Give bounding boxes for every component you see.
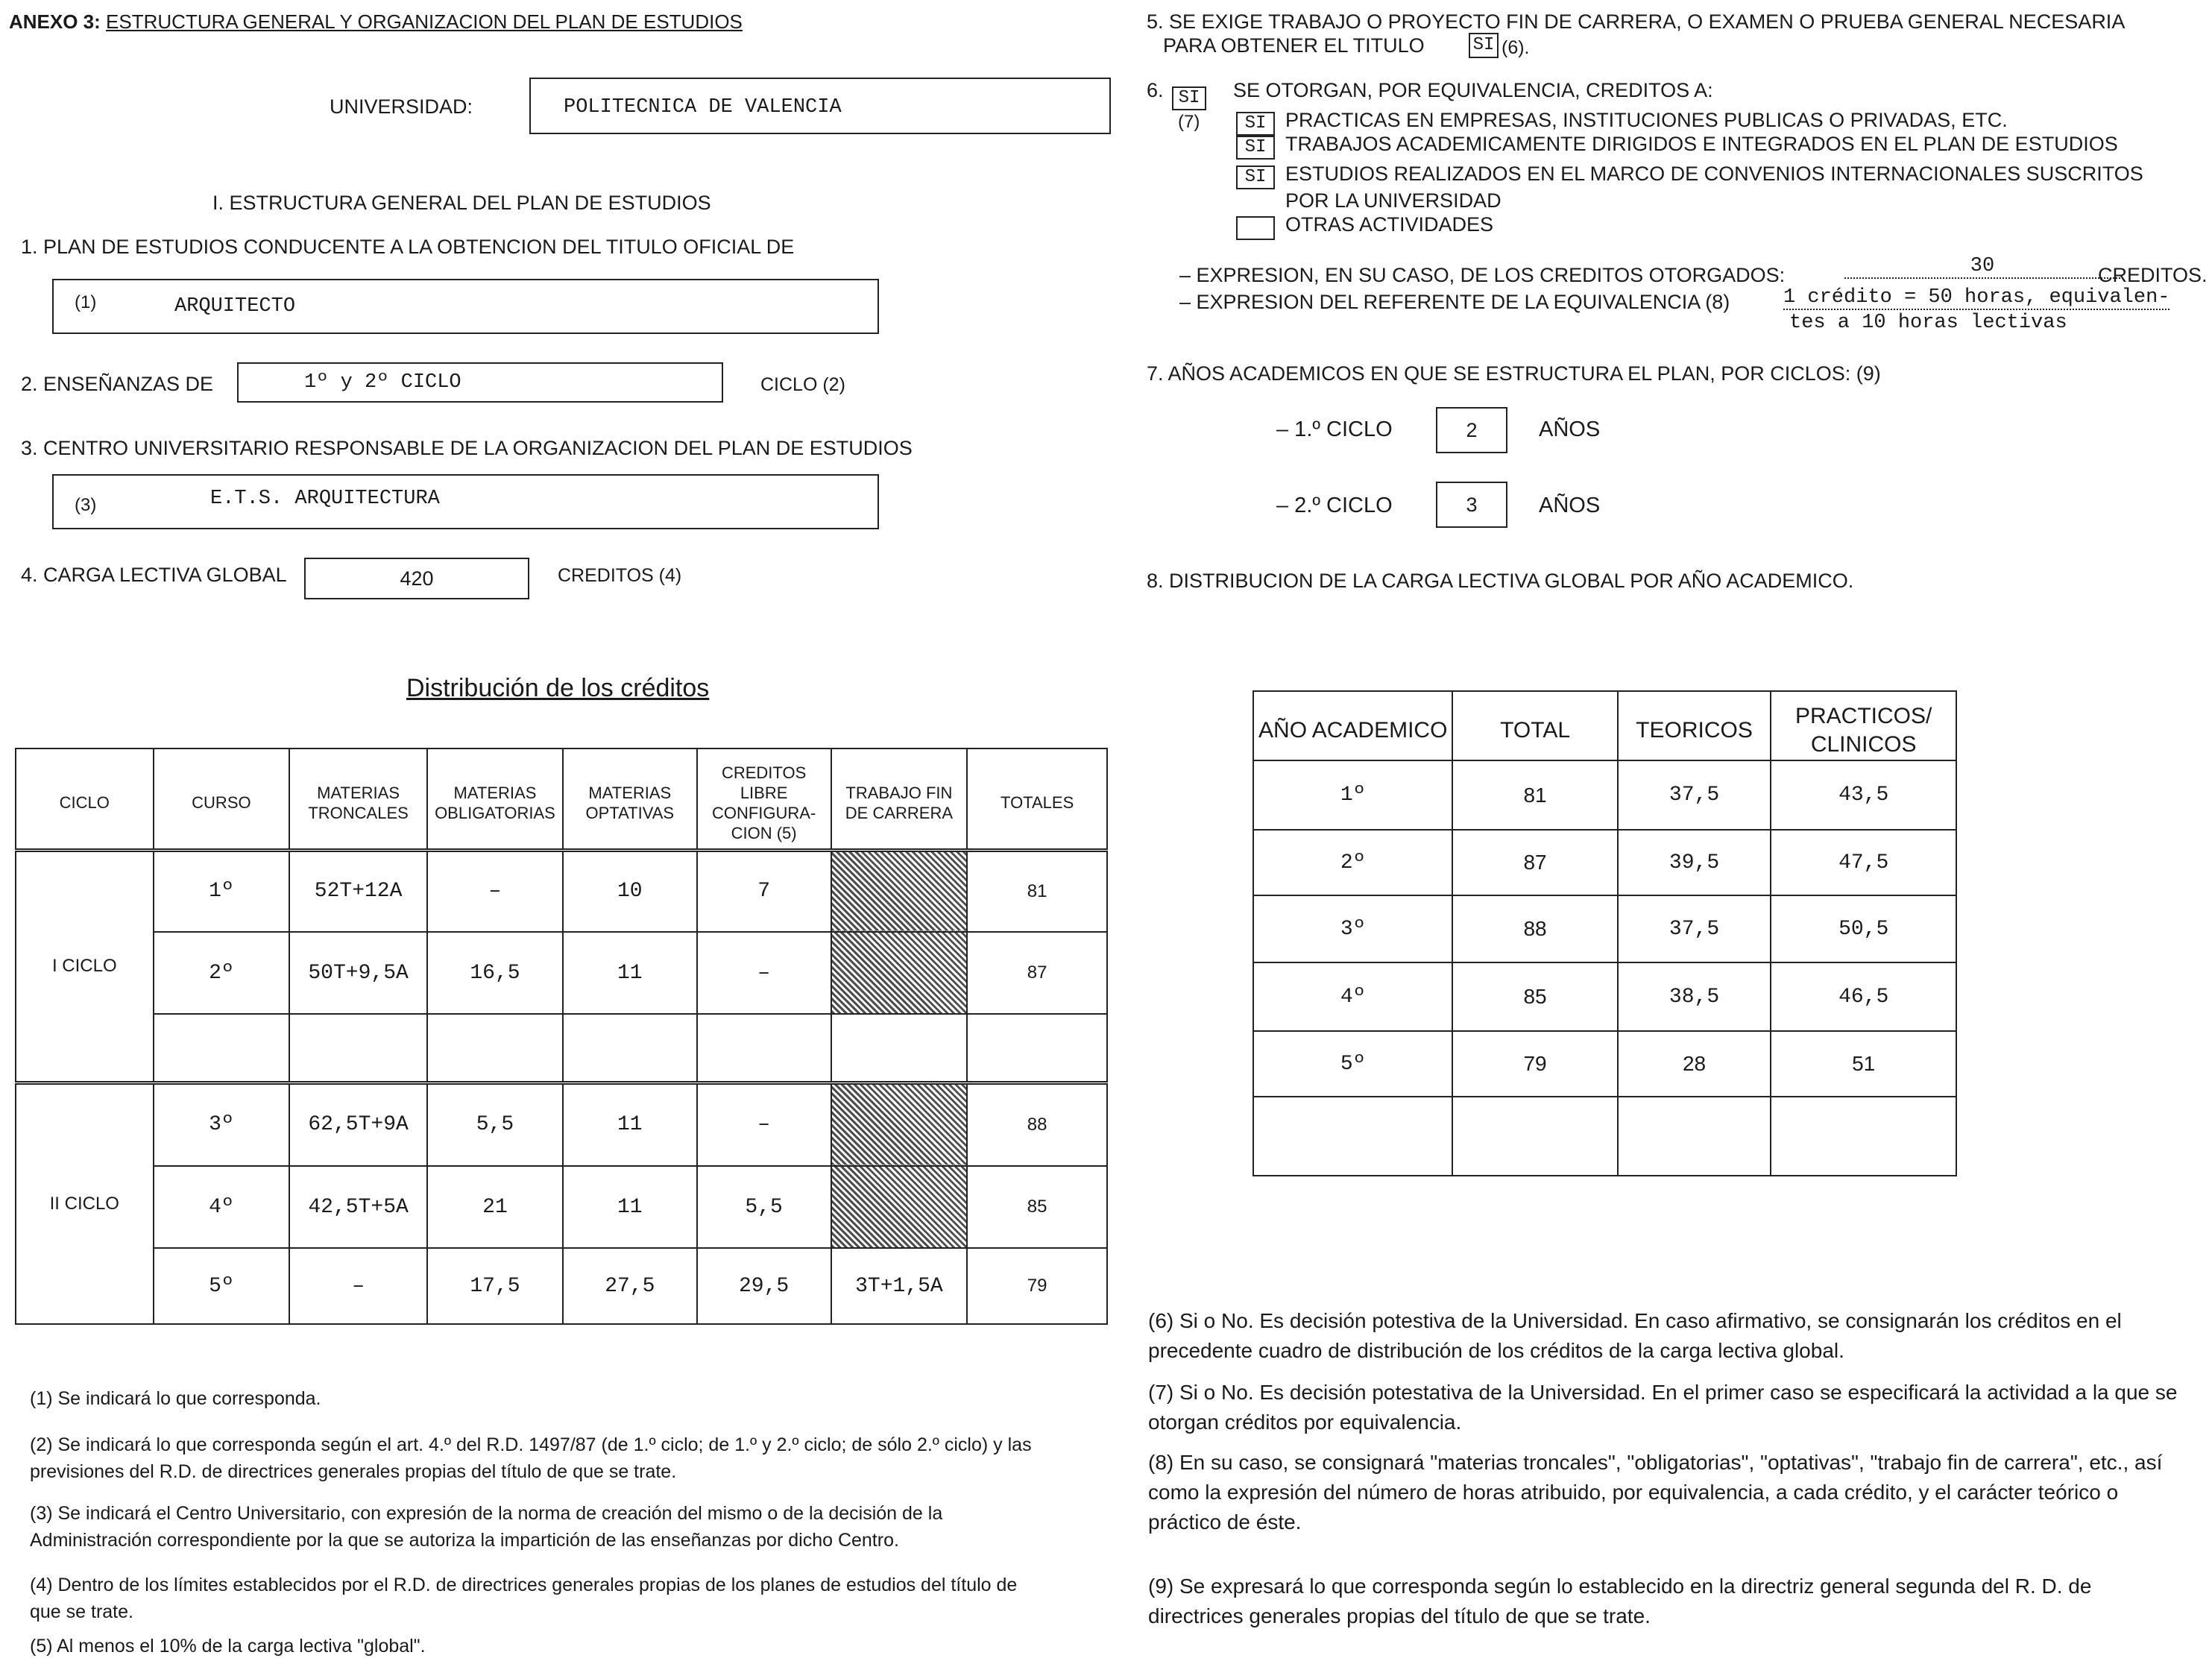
option2-box: SI (1236, 136, 1275, 160)
cell-teoricos: 37,5 (1618, 760, 1771, 830)
cell-obligatorias: 21 (427, 1166, 563, 1248)
table-row (16, 850, 1107, 932)
item3-ref: (3) (75, 495, 97, 515)
item1-label: 1. PLAN DE ESTUDIOS CONDUCENTE A LA OBTENCION DEL TITULO OFICIAL DE (21, 236, 795, 258)
expr1-suffix: CREDITOS. (2098, 264, 2208, 286)
distribution-title: Distribución de los créditos (406, 674, 710, 702)
item3-value: E.T.S. ARQUITECTURA (210, 488, 440, 510)
item6-box: SI (1172, 86, 1206, 110)
item5-line1: 5. SE EXIGE TRABAJO O PROYECTO FIN DE CARRERA, O EXAMEN O PRUEBA GENERAL NECESARIA (1147, 10, 2126, 33)
cell-troncales: 62,5T+9A (289, 1082, 427, 1166)
expr2-value: 1 crédito = 50 horas, equivalen- (1783, 286, 2170, 309)
cell-total: 87 (1452, 830, 1617, 895)
right-note: (8) En su caso, se consignará "materias troncales", "obligatorias", "optativas", "trabajo fin de carrera", etc., así como la expresión del número de horas atribuido, por equivalencia, a cada crédito, y el carácter teórico o práctico de éste. (1148, 1451, 2163, 1534)
cell-troncales: 52T+12A (289, 850, 427, 932)
item6-num: 6. (1147, 79, 1164, 101)
cell-total: 81 (1452, 760, 1617, 830)
table-row (16, 1166, 1107, 1248)
ciclo-label: I CICLO (16, 850, 154, 1082)
annual-load-table (1252, 690, 1957, 1176)
cell-optativas: 11 (563, 932, 697, 1014)
left-note: (1) Se indicará lo que corresponda. (30, 1388, 321, 1409)
section-title: I. ESTRUCTURA GENERAL DEL PLAN DE ESTUDIOS (212, 192, 711, 214)
table-row (16, 1248, 1107, 1324)
cell-trabajo-shaded (831, 1166, 968, 1248)
cell-obligatorias: 17,5 (427, 1248, 563, 1324)
cell-trabajo-shaded (831, 932, 968, 1014)
item7-label: 7. AÑOS ACADEMICOS EN QUE SE ESTRUCTURA EL PLAN, POR CICLOS: (9) (1147, 362, 1881, 385)
cell-teoricos: 28 (1618, 1031, 1771, 1097)
cell-curso: 5º (154, 1248, 290, 1324)
option1-box: SI (1236, 112, 1275, 136)
ciclo1-label: – 1.º CICLO (1276, 417, 1393, 441)
table-row (1253, 962, 1956, 1031)
cell-obligatorias: 16,5 (427, 932, 563, 1014)
table-row-empty (16, 1014, 1107, 1082)
cell-trabajo-shaded (831, 1082, 968, 1166)
header-total: TOTAL (1452, 691, 1617, 760)
item3-label: 3. CENTRO UNIVERSITARIO RESPONSABLE DE LA ORGANIZACION DEL PLAN DE ESTUDIOS (21, 437, 913, 459)
header-teoricos: TEORICOS (1618, 691, 1771, 760)
university-label: UNIVERSIDAD: (330, 95, 473, 118)
cell-practicos: 51 (1771, 1031, 1956, 1097)
left-note: (3) Se indicará el Centro Universitario, con expresión de la norma de creación del mismo o de la decisión de la Administración correspondiente por la que se autoriza la impartición de las enseñanzas por dicho Centro. (30, 1503, 943, 1551)
header-ano: AÑO ACADEMICO (1253, 691, 1452, 760)
table-row (1253, 830, 1956, 895)
option4-label: OTRAS ACTIVIDADES (1285, 213, 1494, 236)
item5-ref: (6). (1502, 37, 1530, 58)
header-practicos: PRACTICOS/ CLINICOS (1771, 691, 1956, 760)
option3-box: SI (1236, 166, 1275, 189)
cell-ano: 1º (1253, 760, 1452, 830)
cell-practicos: 43,5 (1771, 760, 1956, 830)
table-row (16, 932, 1107, 1014)
cell-practicos: 47,5 (1771, 830, 1956, 895)
left-note: (2) Se indicará lo que corresponda según el art. 4.º del R.D. 1497/87 (de 1.º ciclo; de 1.º y 2.º ciclo; de sólo 2.º ciclo) y las previsiones del R.D. de directrices generales propias del título de que se trate. (30, 1434, 1032, 1482)
cell-curso: 4º (154, 1166, 290, 1248)
left-note: (5) Al menos el 10% de la carga lectiva "global". (30, 1636, 426, 1657)
header-optativas: MATERIAS OPTATIVAS (563, 749, 697, 850)
item4-field: 420 (304, 558, 529, 599)
cell-troncales: – (289, 1248, 427, 1324)
cell-optativas: 11 (563, 1166, 697, 1248)
left-note: (4) Dentro de los límites establecidos por el R.D. de directrices generales propias de los planes de estudios del título de que se trate. (30, 1575, 1018, 1622)
expr2-value-line2: tes a 10 horas lectivas (1789, 312, 2067, 334)
cell-practicos: 50,5 (1771, 895, 1956, 962)
university-field: POLITECNICA DE VALENCIA (529, 78, 1111, 134)
cell-curso: 3º (154, 1082, 290, 1166)
item2-suffix: CICLO (2) (760, 374, 845, 395)
header-totales: TOTALES (967, 749, 1107, 850)
ciclo2-unit: AÑOS (1539, 494, 1601, 517)
expr2-label: – EXPRESION DEL REFERENTE DE LA EQUIVALENCIA (8) (1179, 291, 1730, 313)
cell-libre: 29,5 (697, 1248, 831, 1324)
cell-totales: 88 (967, 1082, 1107, 1166)
table-row (1253, 1031, 1956, 1097)
item6-ref: (7) (1178, 112, 1200, 132)
expr1-label: – EXPRESION, EN SU CASO, DE LOS CREDITOS OTORGADOS: (1179, 264, 1786, 286)
option4-box (1236, 216, 1275, 240)
item5-box: SI (1469, 33, 1499, 58)
cell-total: 85 (1452, 962, 1617, 1031)
item4-suffix: CREDITOS (4) (558, 565, 682, 586)
cell-optativas: 27,5 (563, 1248, 697, 1324)
cell-libre: – (697, 932, 831, 1014)
cell-practicos: 46,5 (1771, 962, 1956, 1031)
cell-libre: 7 (697, 850, 831, 932)
table-row (16, 1082, 1107, 1166)
ciclo-label: II CICLO (16, 1082, 154, 1324)
cell-troncales: 50T+9,5A (289, 932, 427, 1014)
cell-optativas: 11 (563, 1082, 697, 1166)
cell-libre: 5,5 (697, 1166, 831, 1248)
item1-value: ARQUITECTO (174, 295, 296, 318)
cell-curso: 1º (154, 850, 290, 932)
cell-teoricos: 37,5 (1618, 895, 1771, 962)
cell-optativas: 10 (563, 850, 697, 932)
option3-label-line2: POR LA UNIVERSIDAD (1285, 189, 1502, 212)
header-trabajo: TRABAJO FIN DE CARRERA (831, 749, 968, 850)
table-row (1253, 760, 1956, 830)
item8-label: 8. DISTRIBUCION DE LA CARGA LECTIVA GLOBAL POR AÑO ACADEMICO. (1147, 570, 1854, 592)
cell-obligatorias: – (427, 850, 563, 932)
item1-field (52, 279, 879, 334)
ciclo1-years: 2 (1436, 407, 1507, 453)
item4-label: 4. CARGA LECTIVA GLOBAL (21, 564, 287, 586)
cell-obligatorias: 5,5 (427, 1082, 563, 1166)
item1-ref: (1) (75, 292, 97, 312)
header-curso: CURSO (154, 749, 290, 850)
right-note: (6) Si o No. Es decisión potestiva de la Universidad. En caso afirmativo, se consignarán los créditos en el precedente cuadro de distribución de los créditos de la carga lectiva global. (1148, 1309, 2122, 1362)
item5-line2: PARA OBTENER EL TITULO (1163, 34, 1425, 57)
cell-ano: 5º (1253, 1031, 1452, 1097)
cell-curso: 2º (154, 932, 290, 1014)
cell-teoricos: 39,5 (1618, 830, 1771, 895)
cell-libre: – (697, 1082, 831, 1166)
item6-label: SE OTORGAN, POR EQUIVALENCIA, CREDITOS A: (1233, 79, 1713, 101)
table-row (1253, 895, 1956, 962)
cell-trabajo: 3T+1,5A (831, 1248, 968, 1324)
item3-field (52, 474, 879, 529)
option1-label: PRACTICAS EN EMPRESAS, INSTITUCIONES PUBLICAS O PRIVADAS, ETC. (1285, 109, 2008, 131)
cell-ano: 2º (1253, 830, 1452, 895)
option2-label: TRABAJOS ACADEMICAMENTE DIRIGIDOS E INTEGRADOS EN EL PLAN DE ESTUDIOS (1285, 133, 2118, 155)
expr1-value: 30 (1844, 255, 2120, 279)
ciclo2-years: 3 (1436, 482, 1507, 528)
right-note: (7) Si o No. Es decisión potestativa de la Universidad. En el primer caso se especificará la actividad a la que se otorgan créditos por equivalencia. (1148, 1381, 2178, 1434)
cell-ano: 4º (1253, 962, 1452, 1031)
cell-totales: 85 (967, 1166, 1107, 1248)
annex-heading: ANEXO 3: ESTRUCTURA GENERAL Y ORGANIZACION DEL PLAN DE ESTUDIOS (9, 10, 743, 33)
cell-totales: 81 (967, 850, 1107, 932)
table-row-empty (1253, 1097, 1956, 1176)
ciclo1-unit: AÑOS (1539, 417, 1601, 441)
cell-ano: 3º (1253, 895, 1452, 962)
cell-trabajo-shaded (831, 850, 968, 932)
table-header-row (1253, 691, 1956, 760)
header-libre: CREDITOS LIBRE CONFIGURA- CION (5) (697, 749, 831, 850)
ciclo2-label: – 2.º CICLO (1276, 494, 1393, 517)
cell-troncales: 42,5T+5A (289, 1166, 427, 1248)
cell-teoricos: 38,5 (1618, 962, 1771, 1031)
cell-totales: 79 (967, 1248, 1107, 1324)
header-ciclo: CICLO (16, 749, 154, 850)
cell-totales: 87 (967, 932, 1107, 1014)
item2-label: 2. ENSEÑANZAS DE (21, 373, 214, 395)
header-troncales: MATERIAS TRONCALES (289, 749, 427, 850)
option3-label: ESTUDIOS REALIZADOS EN EL MARCO DE CONVENIOS INTERNACIONALES SUSCRITOS (1285, 163, 2143, 185)
right-note: (9) Se expresará lo que corresponda según lo establecido en la directriz general segunda del R. D. de directrices generales propias del título de que se trate. (1148, 1575, 2092, 1627)
header-obligatorias: MATERIAS OBLIGATORIAS (427, 749, 563, 850)
item2-field: 1º y 2º CICLO (237, 362, 723, 403)
credits-distribution-table (15, 748, 1108, 1325)
table-header-row (16, 749, 1107, 850)
cell-total: 88 (1452, 895, 1617, 962)
cell-total: 79 (1452, 1031, 1617, 1097)
